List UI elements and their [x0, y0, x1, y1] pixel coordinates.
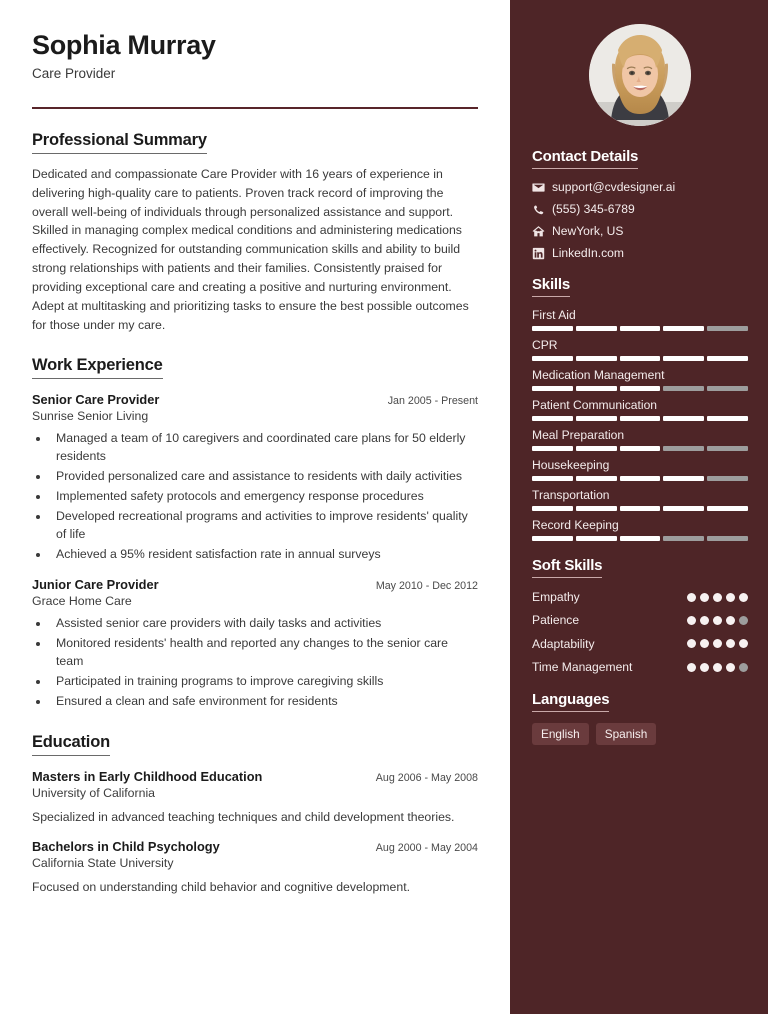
- rating-dot: [726, 593, 735, 602]
- skill-item: [532, 488, 748, 511]
- skill-segment: [620, 476, 661, 481]
- rating-dot: [739, 663, 748, 672]
- skill-segment: [620, 536, 661, 541]
- skill-label: Meal Preparation: [532, 428, 625, 442]
- skill-segment: [663, 446, 704, 451]
- skill-segment: [576, 506, 617, 511]
- contact-heading: Contact Details: [532, 148, 638, 169]
- skill-segment: [663, 386, 704, 391]
- work-bullet-item: • Implemented safety protocols and emergency response procedures: [50, 488, 478, 506]
- header-block: [32, 30, 478, 109]
- skill-segment: [532, 536, 573, 541]
- skill-segment: [663, 416, 704, 421]
- skill-segment: [620, 386, 661, 391]
- rating-dot: [739, 593, 748, 602]
- skill-segment: [576, 476, 617, 481]
- skill-segment: [707, 536, 748, 541]
- section-skills: [532, 276, 748, 541]
- soft-skill-rating: [687, 663, 748, 672]
- rating-dot: [713, 593, 722, 602]
- rating-dot: [739, 616, 748, 625]
- skill-segment: [576, 536, 617, 541]
- skill-label: Patient Communication: [532, 398, 658, 412]
- avatar-wrapper: [532, 24, 748, 126]
- skill-segment: [707, 356, 748, 361]
- skill-segment: [532, 476, 573, 481]
- soft-skill-label: Time Management: [532, 659, 633, 674]
- contact-row[interactable]: [532, 224, 748, 238]
- soft-skill-label: Patience: [532, 613, 580, 628]
- skill-segment: [707, 416, 748, 421]
- skill-label: First Aid: [532, 308, 576, 322]
- contact-value: LinkedIn.com: [552, 246, 624, 260]
- soft-skill-label: Empathy: [532, 590, 580, 604]
- skill-segment: [576, 386, 617, 391]
- education-entry-header: [32, 839, 478, 854]
- language-chip: English: [532, 723, 589, 745]
- skill-segment: [576, 446, 617, 451]
- skill-segment: [532, 416, 573, 421]
- contact-value: (555) 345-6789: [552, 202, 635, 216]
- work-entry-header: [32, 392, 478, 407]
- contact-row[interactable]: [532, 246, 748, 260]
- languages-heading: Languages: [532, 691, 609, 712]
- work-heading: Work Experience: [32, 356, 163, 379]
- avatar-portrait-icon: [589, 24, 691, 126]
- summary-text: Dedicated and compassionate Care Provider with 16 years of experience in delivering high-quality care to patients. Proven track record of improving the overall well-being of individuals through personalized assistance and support. Skilled in managing complex medical conditions and administering medications effectively. Recognized for outstanding communication skills and ability to build strong relationships with patients and their families. Consistently praised for providing exceptional care and creating a positive and nurturing environment. Adept at multitasking and prioritizing tasks to ensure the best possible outcomes for those under my care.: [32, 167, 469, 332]
- education-entry: [32, 769, 478, 826]
- rating-dot: [726, 663, 735, 672]
- languages-list: [532, 723, 748, 745]
- summary-heading: Professional Summary: [32, 131, 207, 154]
- education-degree: Bachelors in Child Psychology: [32, 839, 220, 855]
- rating-dot: [700, 663, 709, 672]
- work-bullet-item: • Ensured a clean and safe environment for residents: [50, 693, 478, 711]
- contact-value: NewYork, US: [552, 224, 624, 238]
- soft-skills-heading: Soft Skills: [532, 557, 602, 578]
- work-bullet-item: • Managed a team of 10 caregivers and coordinated care plans for 50 elderly residents: [50, 430, 478, 466]
- linkedin-icon: [532, 247, 552, 260]
- work-entry-header: [32, 577, 478, 592]
- rating-dot: [687, 593, 696, 602]
- contact-value: support@cvdesigner.ai: [552, 180, 676, 194]
- work-date-range: May 2010 - Dec 2012: [375, 580, 478, 593]
- section-contact-details: [532, 148, 748, 260]
- work-bullet-list: [50, 430, 478, 564]
- skill-label: Housekeeping: [532, 458, 610, 472]
- rating-dot: [700, 616, 709, 625]
- rating-dot: [713, 639, 722, 648]
- skill-segment: [576, 356, 617, 361]
- skill-level-bar: [532, 356, 748, 361]
- skill-item: [532, 458, 748, 481]
- skill-segment: [663, 536, 704, 541]
- language-chip: Spanish: [596, 723, 657, 745]
- skill-segment: [707, 386, 748, 391]
- work-bullet-item: • Provided personalized care and assistance to residents with daily activities: [50, 468, 478, 486]
- work-bullet-item: • Monitored residents' health and reported any changes to the senior care team: [50, 635, 478, 671]
- education-description: Focused on understanding child behavior and cognitive development.: [32, 880, 411, 895]
- work-job-title: Junior Care Provider: [32, 577, 159, 593]
- skill-level-bar: [532, 326, 748, 331]
- soft-skill-item: [532, 636, 748, 652]
- work-bullet-list: [50, 615, 478, 711]
- skill-segment: [576, 416, 617, 421]
- education-description: Specialized in advanced teaching techniques and child development theories.: [32, 809, 455, 824]
- skill-segment: [707, 506, 748, 511]
- skills-list: [532, 308, 748, 541]
- skill-segment: [532, 506, 573, 511]
- rating-dot: [687, 639, 696, 648]
- skill-label: Transportation: [532, 488, 610, 502]
- skill-level-bar: [532, 476, 748, 481]
- skill-segment: [576, 326, 617, 331]
- work-organization: Sunrise Senior Living: [32, 409, 149, 424]
- education-degree: Masters in Early Childhood Education: [32, 768, 263, 784]
- skill-item: [532, 338, 748, 361]
- skill-item: [532, 518, 748, 541]
- skill-segment: [707, 446, 748, 451]
- soft-skill-rating: [687, 616, 748, 625]
- header-divider: [32, 107, 478, 109]
- contact-row[interactable]: [532, 202, 748, 216]
- phone-icon: [532, 203, 552, 216]
- soft-skills-list: [532, 589, 748, 675]
- rating-dot: [687, 663, 696, 672]
- education-date-range: Aug 2000 - May 2004: [375, 842, 478, 855]
- contact-list: [532, 180, 748, 260]
- rating-dot: [739, 639, 748, 648]
- section-work-experience: [32, 356, 478, 710]
- soft-skill-item: [532, 612, 748, 628]
- skill-segment: [532, 386, 573, 391]
- education-school: University of California: [32, 785, 156, 800]
- skill-level-bar: [532, 386, 748, 391]
- soft-skill-rating: [687, 639, 748, 648]
- work-organization: Grace Home Care: [32, 594, 132, 609]
- home-icon: [532, 225, 552, 238]
- skill-label: Record Keeping: [532, 518, 619, 532]
- skill-segment: [663, 506, 704, 511]
- rating-dot: [700, 593, 709, 602]
- education-entry: [32, 839, 478, 896]
- education-school: California State University: [32, 856, 174, 871]
- skill-segment: [663, 326, 704, 331]
- skill-item: [532, 368, 748, 391]
- section-soft-skills: [532, 557, 748, 675]
- work-date-range: Jan 2005 - Present: [387, 395, 478, 408]
- education-heading: Education: [32, 733, 110, 756]
- education-date-range: Aug 2006 - May 2008: [375, 771, 478, 784]
- skill-segment: [620, 446, 661, 451]
- skill-item: [532, 308, 748, 331]
- skill-segment: [620, 326, 661, 331]
- section-languages: [532, 691, 748, 745]
- rating-dot: [713, 663, 722, 672]
- skill-level-bar: [532, 536, 748, 541]
- work-job-title: Senior Care Provider: [32, 392, 160, 408]
- rating-dot: [726, 616, 735, 625]
- soft-skill-item: [532, 659, 748, 675]
- soft-skill-item: [532, 589, 748, 605]
- work-entry-list: [32, 392, 478, 710]
- soft-skill-rating: [687, 593, 748, 602]
- skill-segment: [532, 356, 573, 361]
- education-entry-list: [32, 769, 478, 897]
- work-entry: [32, 392, 478, 564]
- skill-segment: [620, 416, 661, 421]
- skills-heading: Skills: [532, 276, 570, 297]
- work-bullet-item: • Assisted senior care providers with daily tasks and activities: [50, 615, 478, 633]
- rating-dot: [726, 639, 735, 648]
- skill-level-bar: [532, 446, 748, 451]
- skill-segment: [620, 356, 661, 361]
- rating-dot: [713, 616, 722, 625]
- section-professional-summary: [32, 131, 478, 334]
- skill-segment: [620, 506, 661, 511]
- skill-segment: [532, 326, 573, 331]
- skill-item: [532, 428, 748, 451]
- work-bullet-item: • Achieved a 95% resident satisfaction rate in annual surveys: [50, 546, 478, 564]
- skill-level-bar: [532, 506, 748, 511]
- section-education: [32, 733, 478, 897]
- candidate-role: Care Provider: [32, 66, 116, 82]
- work-entry: [32, 577, 478, 711]
- candidate-name: Sophia Murray: [32, 30, 216, 60]
- skill-segment: [663, 476, 704, 481]
- skill-segment: [707, 326, 748, 331]
- avatar: [589, 24, 691, 126]
- envelope-icon: [532, 181, 552, 194]
- skill-level-bar: [532, 416, 748, 421]
- work-bullet-item: • Participated in training programs to improve caregiving skills: [50, 673, 478, 691]
- skill-label: Medication Management: [532, 368, 665, 382]
- skill-label: CPR: [532, 338, 558, 352]
- skill-segment: [532, 446, 573, 451]
- work-bullet-item: • Developed recreational programs and activities to improve residents' quality of life: [50, 508, 478, 544]
- education-entry-header: [32, 769, 478, 784]
- rating-dot: [687, 616, 696, 625]
- sidebar: [510, 0, 768, 1014]
- skill-segment: [663, 356, 704, 361]
- contact-row[interactable]: [532, 180, 748, 194]
- rating-dot: [700, 639, 709, 648]
- skill-segment: [707, 476, 748, 481]
- soft-skill-label: Adaptability: [532, 636, 595, 651]
- skill-item: [532, 398, 748, 421]
